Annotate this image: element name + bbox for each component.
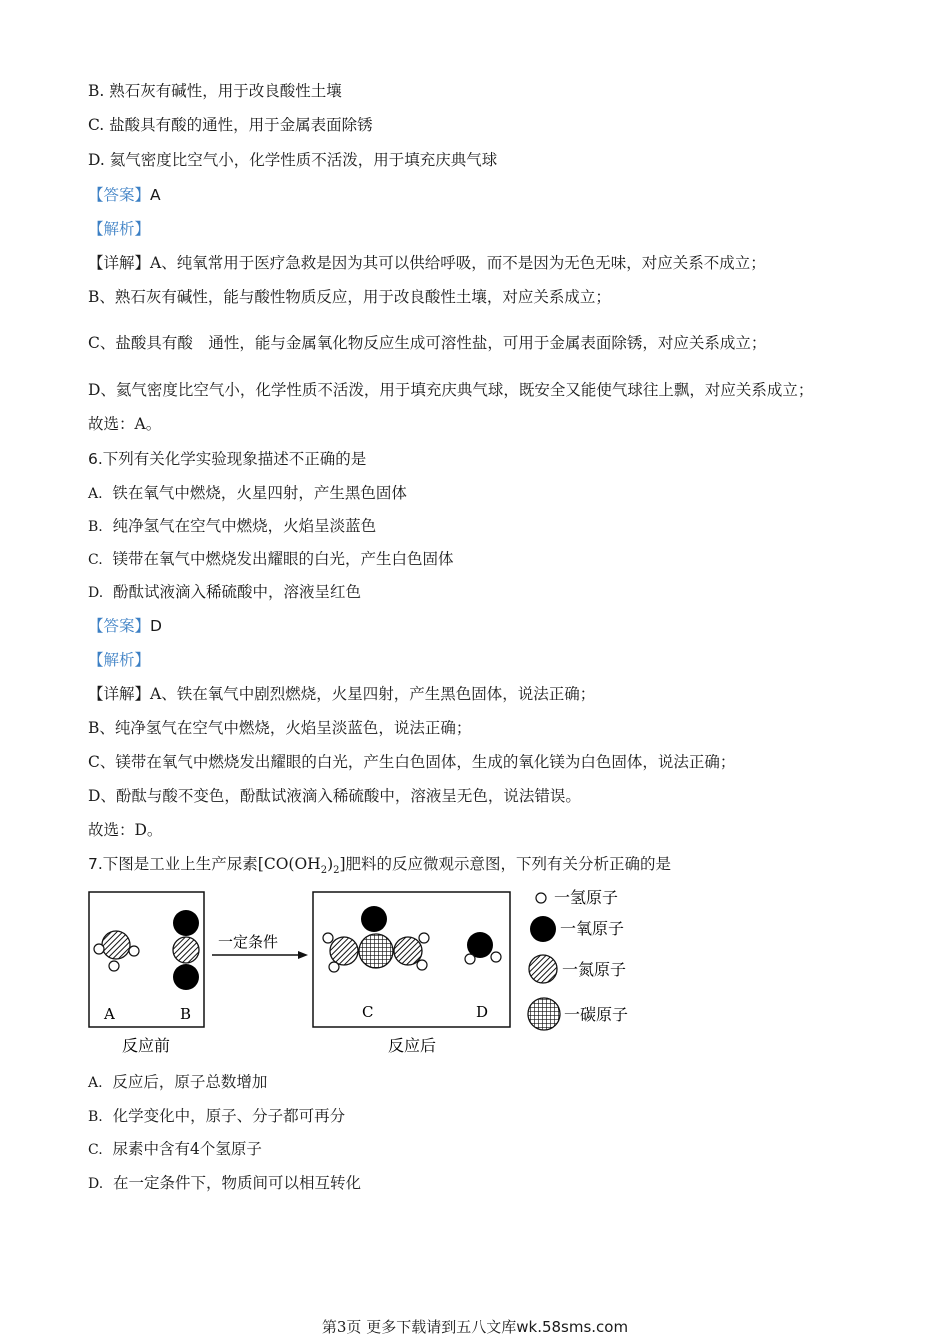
q6-option-a: A. 铁在氧气中燃烧，火星四射，产生黑色固体	[88, 484, 407, 502]
legend	[528, 888, 628, 1030]
carbon-atom	[359, 934, 393, 968]
footer-text: 更多下载请到五八文库	[366, 1318, 517, 1336]
q6-detail-a: 【详解】A、铁在氧气中剧烈燃烧，火星四射，产生黑色固体，说法正确；	[88, 685, 596, 703]
legend-oxygen-icon	[530, 916, 556, 942]
q6-detail-b: B、纯净氢气在空气中燃烧，火焰呈淡蓝色，说法正确；	[88, 719, 472, 737]
q6-option-b: B. 纯净氢气在空气中燃烧，火焰呈淡蓝色	[88, 517, 377, 535]
q7-option-c: C. 尿素中含有4个氢原子	[88, 1140, 262, 1158]
legend-nitrogen-icon	[529, 955, 557, 983]
q6-stem: 6.下列有关化学实验现象描述不正确的是	[88, 450, 367, 468]
hydrogen-atom	[419, 933, 429, 943]
molecule-b-carbon-dioxide	[173, 910, 199, 990]
molecule-d-water	[465, 932, 501, 964]
page-footer	[0, 1316, 950, 1337]
label-c: C	[362, 1003, 374, 1021]
answer-tag: 【答案】	[88, 617, 151, 635]
hydrogen-atom	[465, 954, 475, 964]
q6-option-c: C. 镁带在氧气中燃烧发出耀眼的白光，产生白色固体	[88, 550, 454, 568]
footer-site-link[interactable]: wk.58sms.com	[516, 1318, 629, 1336]
q5-option-b: B. 熟石灰有碱性，用于改良酸性土壤	[88, 82, 342, 100]
legend-carbon-icon	[528, 998, 560, 1030]
legend-hydrogen-icon	[536, 893, 546, 903]
q7-option-a: A. 反应后，原子总数增加	[88, 1073, 268, 1091]
q5-option-d: D. 氦气密度比空气小，化学性质不活泼，用于填充庆典气球	[88, 151, 498, 169]
q5-option-c: C. 盐酸具有酸的通性，用于金属表面除锈	[88, 116, 373, 134]
q7-stem: 7.下图是工业上生产尿素$[CO(OH_2)_2]$肥料的反应微观示意图，下列有关分析正确的是	[88, 855, 672, 877]
label-b: B	[180, 1005, 192, 1023]
hydrogen-atom	[109, 961, 119, 971]
q6-analysis-tag: 【解析】	[88, 651, 151, 669]
molecule-c-urea	[323, 906, 429, 972]
svg-text:一碳原子: 一碳原子	[564, 1005, 629, 1024]
answer-tag: 【答案】	[88, 186, 151, 204]
reaction-diagram	[86, 883, 646, 1063]
q7-option-d: D. 在一定条件下，物质间可以相互转化	[88, 1174, 362, 1192]
q7-option-b: B. 化学变化中，原子、分子都可再分	[88, 1107, 346, 1125]
hydrogen-atom	[491, 952, 501, 962]
q7-number: 7.	[88, 855, 103, 873]
svg-text:一氧原子: 一氧原子	[560, 919, 625, 938]
q5-detail-a: 【详解】A、纯氧常用于医疗急救是因为其可以供给呼吸，而不是因为无色无味，对应关系不成立；	[88, 254, 766, 272]
svg-text:一氮原子: 一氮原子	[562, 960, 627, 979]
label-after: 反应后	[388, 1036, 437, 1055]
q6-number: 6.	[88, 450, 103, 468]
oxygen-atom	[173, 910, 199, 936]
arrow-head-icon	[298, 951, 308, 959]
hydrogen-atom	[323, 933, 333, 943]
nitrogen-atom	[330, 937, 358, 965]
q6-detail-d: D、酚酞与酸不变色，酚酞试液滴入稀硫酸中，溶液呈无色，说法错误。	[88, 787, 581, 805]
q6-answer	[88, 616, 162, 636]
label-a: A	[104, 1005, 115, 1023]
hydrogen-atom	[417, 960, 427, 970]
nitrogen-atom	[394, 937, 422, 965]
nitrogen-atom	[102, 931, 130, 959]
q6-detail-c: C、镁带在氧气中燃烧发出耀眼的白光，产生白色固体，生成的氧化镁为白色固体，说法正确；	[88, 753, 736, 771]
q5-detail-b: B、熟石灰有碱性，能与酸性物质反应，用于改良酸性土壤，对应关系成立；	[88, 288, 611, 306]
q5-answer	[88, 185, 161, 205]
condition-text: 一定条件	[218, 933, 279, 951]
q6-conclusion: 故选：D。	[88, 821, 163, 839]
carbon-atom	[173, 937, 199, 963]
detail-tag: 【详解】	[88, 254, 151, 272]
q5-detail-c: C、盐酸具有酸 通性，能与金属氧化物反应生成可溶性盐，可用于金属表面除锈，对应关系成立；	[88, 334, 767, 352]
detail-tag: 【详解】	[88, 685, 151, 703]
molecule-a-ammonia	[94, 931, 139, 971]
q5-analysis-tag: 【解析】	[88, 220, 151, 238]
oxygen-atom	[173, 964, 199, 990]
hydrogen-atom	[94, 944, 104, 954]
label-before: 反应前	[122, 1036, 171, 1055]
svg-text:一氢原子: 一氢原子	[554, 888, 619, 907]
hydrogen-atom	[329, 962, 339, 972]
oxygen-atom	[361, 906, 387, 932]
label-d: D	[476, 1003, 489, 1021]
page-number: 第3页	[321, 1318, 362, 1336]
q5-detail-d: D、氦气密度比空气小，化学性质不活泼，用于填充庆典气球，既安全又能使气球往上飘，对应关系成立；	[88, 381, 814, 399]
answer-value: A	[150, 186, 161, 204]
q6-option-d: D. 酚酞试液滴入稀硫酸中，溶液呈红色	[88, 583, 362, 601]
hydrogen-atom	[129, 946, 139, 956]
q5-conclusion: 故选：A。	[88, 415, 162, 433]
answer-value: D	[150, 617, 162, 635]
